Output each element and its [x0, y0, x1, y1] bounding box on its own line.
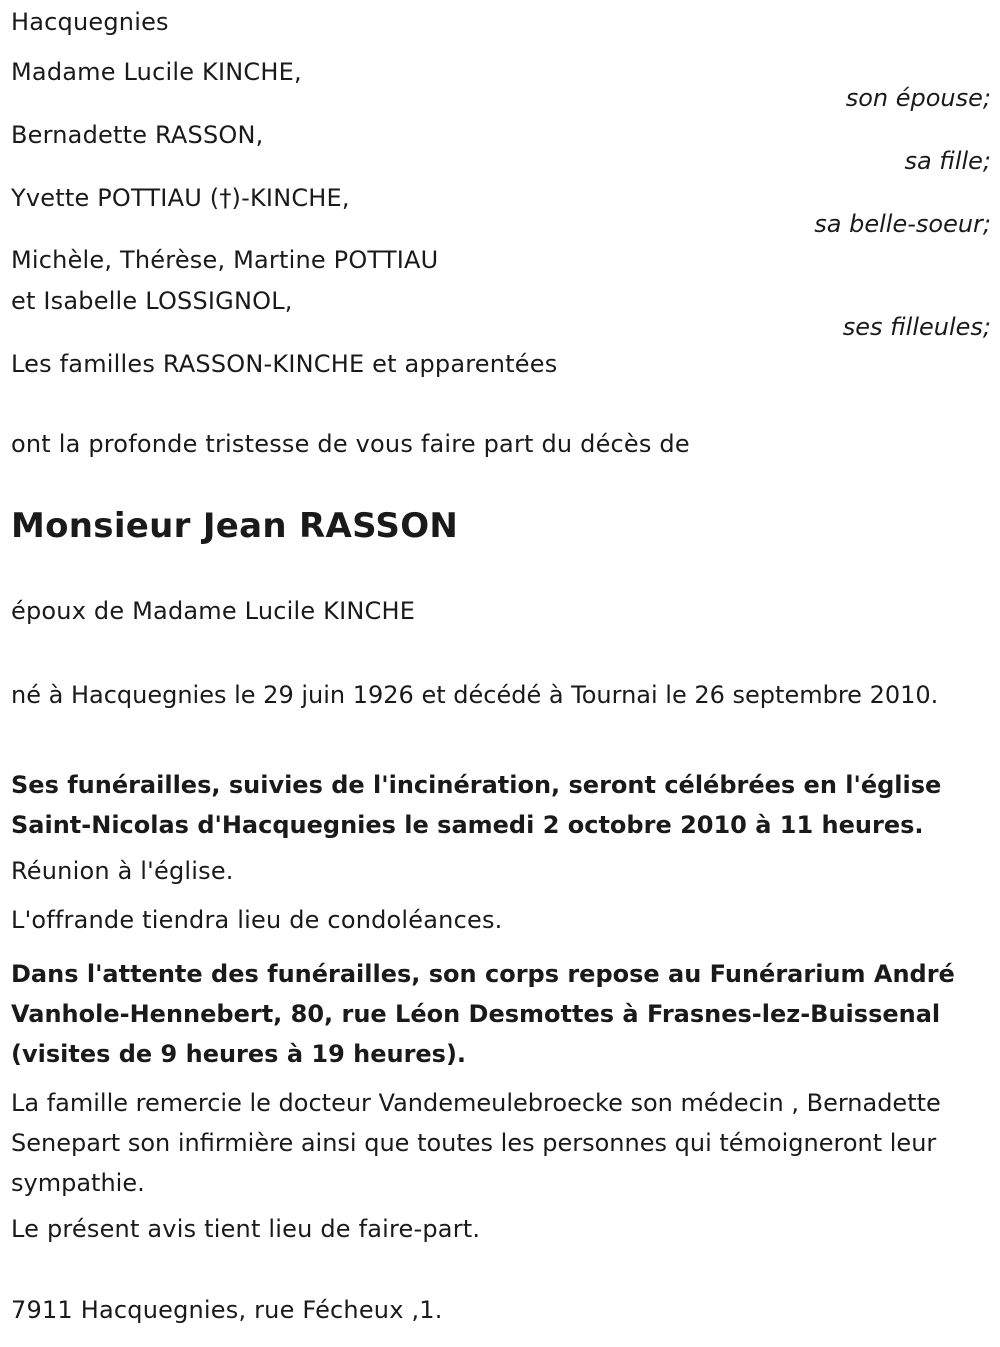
family-member-name: Yvette POTTIAU (†)-KINCHE, — [11, 184, 350, 212]
repose-details: Dans l'attente des funérailles, son corps repose au Funérarium André Vanhole-Hennebert, 80, rue Léon Desmottes à Frasnes-lez-Buissenal (visites de 9 heures à 19 heures). — [11, 960, 955, 1068]
birth-death-text: né à Hacquegnies le 29 juin 1926 et décédé à Tournai le 26 septembre 2010. — [11, 681, 939, 709]
announcement-text: ont la profonde tristesse de vous faire part du décès de — [11, 430, 690, 458]
spouse-line: époux de Madame Lucile KINCHE — [11, 597, 416, 625]
funeral-details: Ses funérailles, suivies de l'incinération, seront célébrées en l'église Saint-Nicolas d'Hacquegnies le samedi 2 octobre 2010 à 11 heures. — [11, 771, 942, 839]
address-text: 7911 Hacquegnies, rue Fécheux ,1. — [11, 1296, 443, 1324]
families-line: Les familles RASSON-KINCHE et apparentées — [11, 350, 558, 378]
offering-text: L'offrande tiendra lieu de condoléances. — [11, 906, 503, 934]
family-member-name: Bernadette RASSON, — [11, 121, 264, 149]
thanks-text: La famille remercie le docteur Vandemeulebroecke son médecin , Bernadette Senepart son infirmière ainsi que toutes les personnes qui témoigneront leur sympathie. — [11, 1089, 941, 1197]
family-member-name: Michèle, Thérèse, Martine POTTIAU — [11, 246, 439, 274]
family-member-name: Madame Lucile KINCHE, — [11, 58, 302, 86]
family-member-role: son épouse; — [845, 84, 991, 112]
location-header: Hacquegnies — [11, 8, 169, 36]
family-member-name: et Isabelle LOSSIGNOL, — [11, 287, 293, 315]
family-member-role: sa fille; — [904, 147, 991, 175]
family-member-role: sa belle-soeur; — [814, 210, 991, 238]
meeting-text: Réunion à l'église. — [11, 857, 234, 885]
deceased-name: Monsieur Jean RASSON — [11, 506, 459, 546]
family-member-role: ses filleules; — [842, 313, 991, 341]
notice-text: Le présent avis tient lieu de faire-part. — [11, 1215, 481, 1243]
